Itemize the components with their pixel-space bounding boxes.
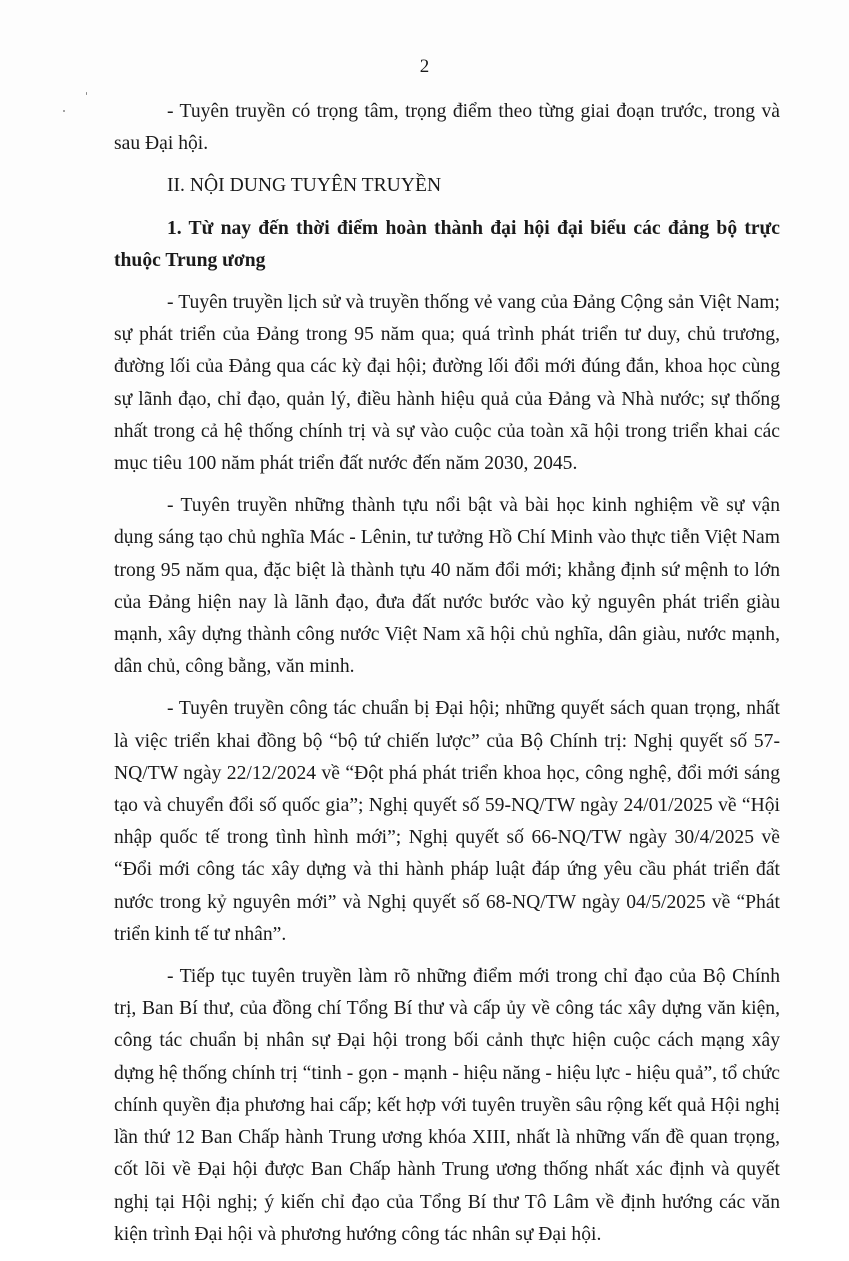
page-number: 2 bbox=[419, 56, 430, 77]
section-heading: II. NỘI DUNG TUYÊN TRUYỀN bbox=[167, 175, 442, 197]
paragraph-achievements: - Tuyên truyền những thành tựu nổi bật và bài học kinh nghiệm về sự vận dụng sáng tạo chủ nghĩa Mác - Lênin, tư tưởng Hồ Chí Minh vào thực tiễn Việt Nam trong 95 năm qua, đặc biệt là thành tựu 40 năm đổi mới; khẳng định sứ mệnh to lớn của Đảng hiện nay là lãnh đạo, đưa đất nước bước vào kỷ nguyên phát triển giàu mạnh, xây dựng thành công nước Việt Nam xã hội chủ nghĩa, dân giàu, nước mạnh, dân chủ, công bằng, văn minh. bbox=[114, 495, 780, 678]
scan-speck bbox=[86, 92, 87, 95]
scan-speck bbox=[63, 110, 65, 112]
document-body bbox=[114, 96, 780, 1261]
paragraph-history: - Tuyên truyền lịch sử và truyền thống vẻ vang của Đảng Cộng sản Việt Nam; sự phát triển của Đảng trong 95 năm qua; quá trình phát triển tư duy, chủ trương, đường lối của Đảng qua các kỳ đại hội; đường lối đổi mới đúng đắn, khoa học cùng sự lãnh đạo, chỉ đạo, quản lý, điều hành hiệu quả của Đảng và Nhà nước; sự thống nhất trong cả hệ thống chính trị và sự vào cuộc của toàn xã hội trong triển khai các mục tiêu 100 năm phát triển đất nước đến năm 2030, 2045. bbox=[114, 292, 780, 475]
paragraph-focus-note: - Tuyên truyền có trọng tâm, trọng điểm theo từng giai đoạn trước, trong và sau Đại hội. bbox=[114, 101, 780, 155]
paragraph-new-points: - Tiếp tục tuyên truyền làm rõ những điểm mới trong chỉ đạo của Bộ Chính trị, Ban Bí thư, của đồng chí Tổng Bí thư và cấp ủy về công tác xây dựng văn kiện, công tác chuẩn bị nhân sự Đại hội trong bối cảnh thực hiện cuộc cách mạng xây dựng hệ thống chính trị “tinh - gọn - mạnh - hiệu năng - hiệu lực - hiệu quả”, tổ chức chính quyền địa phương hai cấp; kết hợp với tuyên truyền sâu rộng kết quả Hội nghị lần thứ 12 Ban Chấp hành Trung ương khóa XIII, nhất là những vấn đề quan trọng, cốt lõi về Đại hội được Ban Chấp hành Trung ương thống nhất xác định và quyết nghị tại Hội nghị; ý kiến chỉ đạo của Tổng Bí thư Tô Lâm về định hướng các văn kiện trình Đại hội và phương hướng công tác nhân sự Đại hội. bbox=[114, 966, 780, 1245]
paragraph-preparation: - Tuyên truyền công tác chuẩn bị Đại hội; những quyết sách quan trọng, nhất là việc triển khai đồng bộ “bộ tứ chiến lược” của Bộ Chính trị: Nghị quyết số 57-NQ/TW ngày 22/12/2024 về “Đột phá phát triển khoa học, công nghệ, đổi mới sáng tạo và chuyển đổi số quốc gia”; Nghị quyết số 59-NQ/TW ngày 24/01/2025 về “Hội nhập quốc tế trong tình hình mới”; Nghị quyết số 66-NQ/TW ngày 30/4/2025 về “Đổi mới công tác xây dựng và thi hành pháp luật đáp ứng yêu cầu phát triển đất nước trong kỷ nguyên mới” và Nghị quyết số 68-NQ/TW ngày 04/5/2025 về “Phát triển kinh tế tư nhân”. bbox=[114, 698, 780, 945]
subsection-heading: 1. Từ nay đến thời điểm hoàn thành đại hội đại biểu các đảng bộ trực thuộc Trung ương bbox=[114, 217, 780, 271]
